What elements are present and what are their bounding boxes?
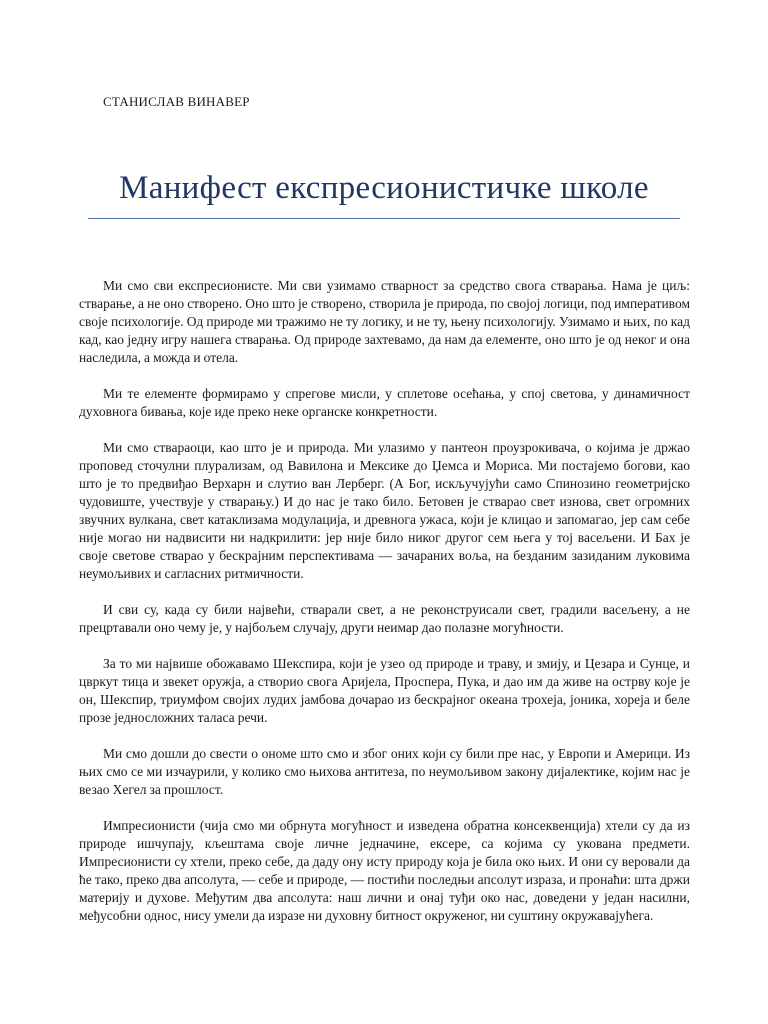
document-title: Манифест експресионистичке школе <box>119 170 649 206</box>
author-name: СТАНИСЛАВ ВИНАВЕР <box>103 94 250 109</box>
paragraph: И сви су, када су били највећи, стварали свет, а не реконструисали свет, градили васељену, а не прецртавали оно чему је, у најбољем случају, други неимар дао полазне могућности. <box>79 602 690 635</box>
paragraph: Ми смо дошли до свести о ономе што смо и због оних који су били пре нас, у Европи и Америци. Из њих смо се ми изчаурили, у колико смо њихова антитеза, по неумољивом закону дијалектике, којим нас је везао Хегел за прошлост. <box>79 746 690 797</box>
title-underline <box>88 218 680 219</box>
paragraph: Ми смо сви експресионисте. Ми сви узимамо стварност за средство свога стварања. Нама је циљ: стварање, а не оно створено. Оно што је створено, створила је природа, по својој логици, под императивом своје психологије. Од природе ми тражимо не ту логику, и не ту, њену психологију. Узимамо и њих, по кад кад, као једну игру нашега стварања. Од природе захтевамо, да нам да елементе, оно што је од неког и она наследила, а можда и отела. <box>79 278 690 365</box>
body-text <box>79 277 690 943</box>
paragraph: Импресионисти (чија смо ми обрнута могућност и изведена обратна консеквенција) хтели су да из природе ишчупају, кљештама своје личне једначине, ексере, са којима су укована предмети. Импресионисти су хтели, преко себе, да даду ону исту природу која је била око њих. И они су веровали да ће тако, преко два апсолута, — себе и природе, — постићи последњи апсолут израза, и пронаћи: шта држи материју и духове. Међутим два апсолута: наш лични и онај туђи око нас, доведени у један насилни, међусобни однос, нису умели да изразе ни духовну битност окруженог, ни суштину окружавајућега. <box>79 818 690 923</box>
paragraph: Ми смо ствараоци, као што је и природа. Ми улазимо у пантеон проузрокивача, о којима је држао проповед сточулни плурализам, од Вавилона и Мексике до Џемса и Мориса. Ми постајемо богови, као што је то предвиђао Верхарн и слутио ван Лерберг. (А Бог, искључујући само Спинозино геометријско чудовиште, учествује у стварању.) И до нас је тако било. Бетовен је стварао свет изнова, свет огромних звучних вулкана, свет катаклизама модулација, и древнога ужаса, који је клицао и запомагао, јер сам себе није могао ни надвисити ни надкрилити: јер није било никог другог сем њега у тој васељени. И Бах је своје светове стварао у бескрајним перспективама — зачараних воља, на безданим зазиданим луковима неумољивих и сагласних ритмичности. <box>79 440 690 581</box>
paragraph: Ми те елементе формирамо у спрегове мисли, у сплетове осећања, у спој светова, у динамичност духовнога бивања, које иде преко неке органске конкретности. <box>79 386 690 419</box>
paragraph: За то ми највише обожавамо Шекспира, који је узео од природе и траву, и змију, и Цезара и Сунце, и цвркут тица и звекет оружја, а створио свога Аријела, Проспера, Пука, и дао им да живе на острву које је он, Шекспир, триумфом својих лудих јамбова дочарао из бескрајног океана трохеја, јоника, хореја и беле прозе једносложних таласа речи. <box>79 656 690 725</box>
